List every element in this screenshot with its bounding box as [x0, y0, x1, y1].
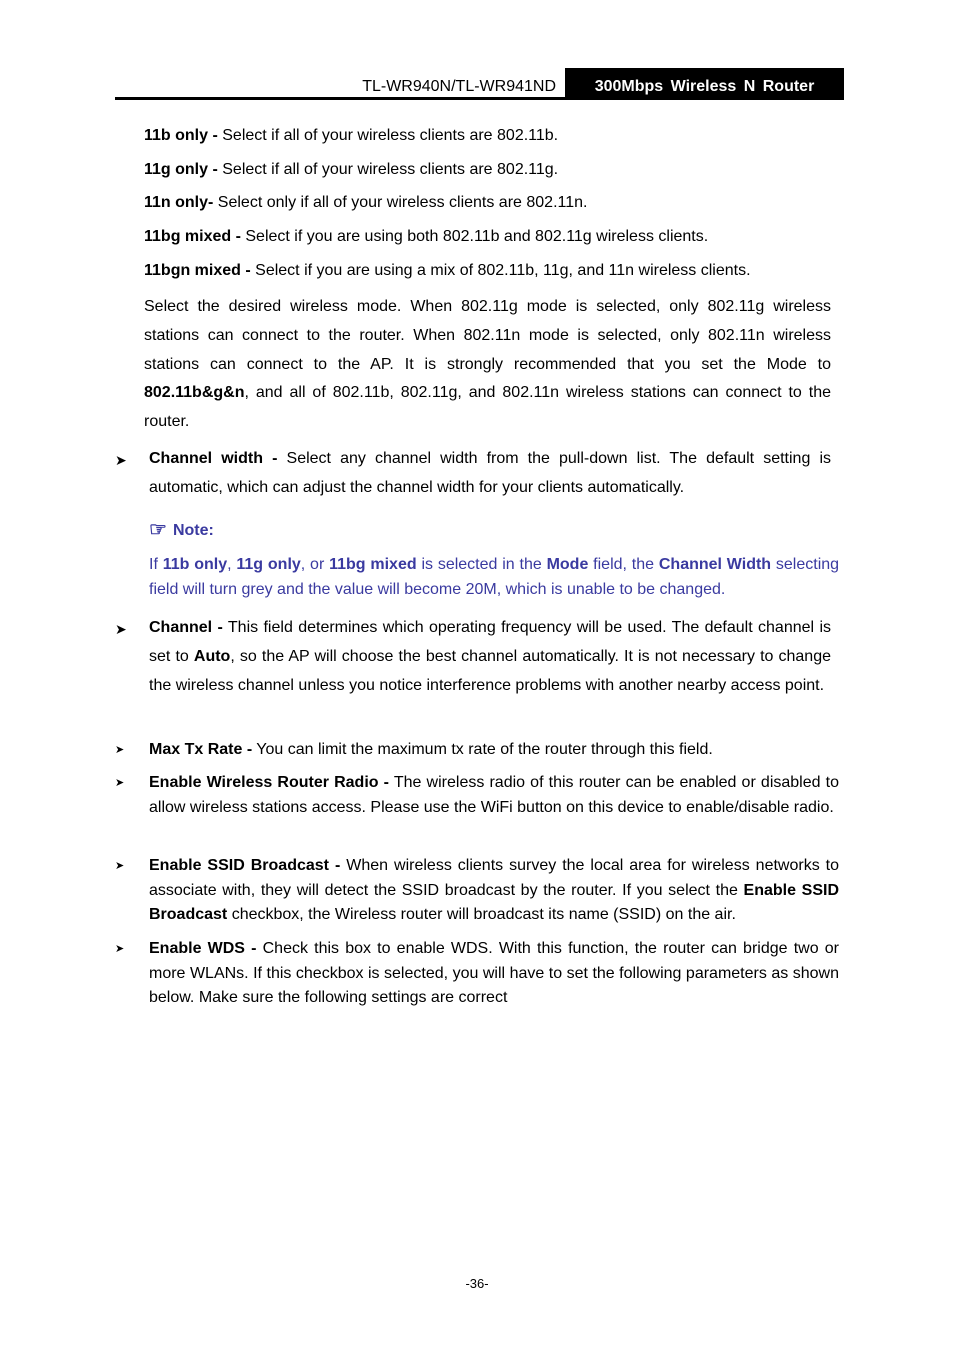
product-name-banner: 300Mbps Wireless N Router	[565, 68, 844, 100]
arrow-bullet-icon: ➤	[115, 744, 125, 756]
bullet-term: Channel -	[149, 619, 223, 636]
page-number: -36-	[465, 1276, 489, 1291]
note-bold: 11g only	[236, 556, 301, 573]
bullet-term: Enable SSID Broadcast -	[149, 857, 341, 874]
mode-desc: Select if you are using a mix of 802.11b, 11g, and 11n wireless clients.	[250, 262, 751, 279]
arrow-bullet-icon: ➤	[115, 860, 125, 872]
note-bold: Channel Width	[658, 556, 772, 573]
bullet-text	[149, 445, 831, 503]
mode-term: 11bgn mixed -	[144, 262, 251, 279]
bullet-bold: Auto	[193, 647, 231, 665]
bullet-desc: This field determines which operating frequency will be used. The default channel is set to	[149, 619, 831, 665]
mode-11n-only	[144, 193, 587, 213]
note-text: ,	[227, 556, 237, 573]
bullet-text	[149, 740, 839, 760]
note-text: is selected in the	[416, 556, 547, 573]
paragraph-text: , and all of 802.11b, 802.11g, and 802.11n wireless stations can connect to the router.	[144, 384, 831, 431]
bullet-text	[149, 771, 839, 820]
mode-11g-only	[144, 160, 558, 180]
mode-desc: Select if you are using both 802.11b and 802.11g wireless clients.	[240, 228, 709, 245]
note-text: , or	[300, 556, 330, 573]
note-bold: Mode	[546, 556, 589, 573]
mode-11bg-mixed	[144, 227, 708, 247]
arrow-bullet-icon: ➤	[115, 943, 125, 955]
bullet-term: Channel width -	[149, 450, 278, 467]
bullet-desc: The wireless radio of this router can be enabled or disabled to allow wireless stations access. Please use the WiFi button on this device to enable/disable radio.	[149, 774, 839, 816]
paragraph-text: Select the desired wireless mode. When 802.11g mode is selected, only 802.11g wireless stations can connect to the router. When 802.11n mode is selected, only 802.11n wireless stations can connect to the AP. It is strongly recommended that you set the Mode to	[144, 298, 831, 373]
bullet-desc: Check this box to enable WDS. With this function, the router can bridge two or more WLANs. If this checkbox is selected, you will have to set the following parameters as shown below. Make sure the following settings are correct	[149, 940, 839, 1007]
mode-desc: Select only if all of your wireless clients are 802.11n.	[213, 194, 588, 211]
bullet-desc: Select any channel width from the pull-down list. The default setting is automatic, which can adjust the channel width for your clients automatically.	[149, 450, 832, 496]
mode-term: 11g only -	[144, 161, 218, 178]
bullet-desc: You can limit the maximum tx rate of the router through this field.	[252, 741, 713, 758]
note-text: If	[149, 556, 163, 573]
mode-term: 11b only -	[144, 127, 218, 144]
bullet-term: Enable WDS -	[149, 940, 257, 957]
mode-desc: Select if all of your wireless clients are 802.11g.	[217, 161, 559, 178]
note-text: field, the	[588, 556, 659, 573]
note-body	[149, 552, 839, 602]
mode-term: 11bg mixed -	[144, 228, 241, 245]
mode-term: 11n only-	[144, 194, 214, 211]
note-label: Note:	[172, 522, 214, 539]
model-name: TL-WR940N/TL-WR941ND	[362, 78, 556, 95]
bullet-desc: checkbox, the Wireless router will broadcast its name (SSID) on the air.	[227, 906, 736, 924]
arrow-bullet-icon: ➤	[115, 777, 125, 789]
recommended-mode: 802.11b&g&n	[144, 384, 245, 402]
note-title	[149, 518, 214, 543]
arrow-bullet-icon: ➤	[115, 621, 127, 637]
mode-11bgn-mixed	[144, 261, 751, 281]
mode-paragraph	[144, 293, 831, 437]
bullet-desc: When wireless clients survey the local area for wireless networks to associate with, they will detect the SSID broadcast by the router. If you select the	[149, 857, 840, 899]
arrow-bullet-icon: ➤	[115, 452, 127, 468]
mode-11b-only	[144, 126, 558, 146]
bullet-bold: Enable SSID Broadcast	[149, 881, 840, 924]
bullet-text	[149, 854, 839, 928]
mode-desc: Select if all of your wireless clients are 802.11b.	[217, 127, 559, 144]
note-bold: 11b only	[162, 556, 228, 573]
bullet-text	[149, 614, 831, 700]
note-text: selecting field will turn grey and the value will become 20M, which is unable to be changed.	[149, 556, 840, 598]
bullet-term: Enable Wireless Router Radio -	[149, 774, 389, 791]
bullet-text	[149, 937, 839, 1011]
note-bold: 11bg mixed	[329, 556, 417, 573]
page-header	[115, 68, 844, 100]
bullet-desc: , so the AP will choose the best channel automatically. It is not necessary to change the wireless channel unless you notice interference problems with another nearby access point.	[149, 647, 832, 694]
pointing-hand-icon: ☞	[149, 519, 167, 541]
bullet-term: Max Tx Rate -	[149, 741, 253, 758]
